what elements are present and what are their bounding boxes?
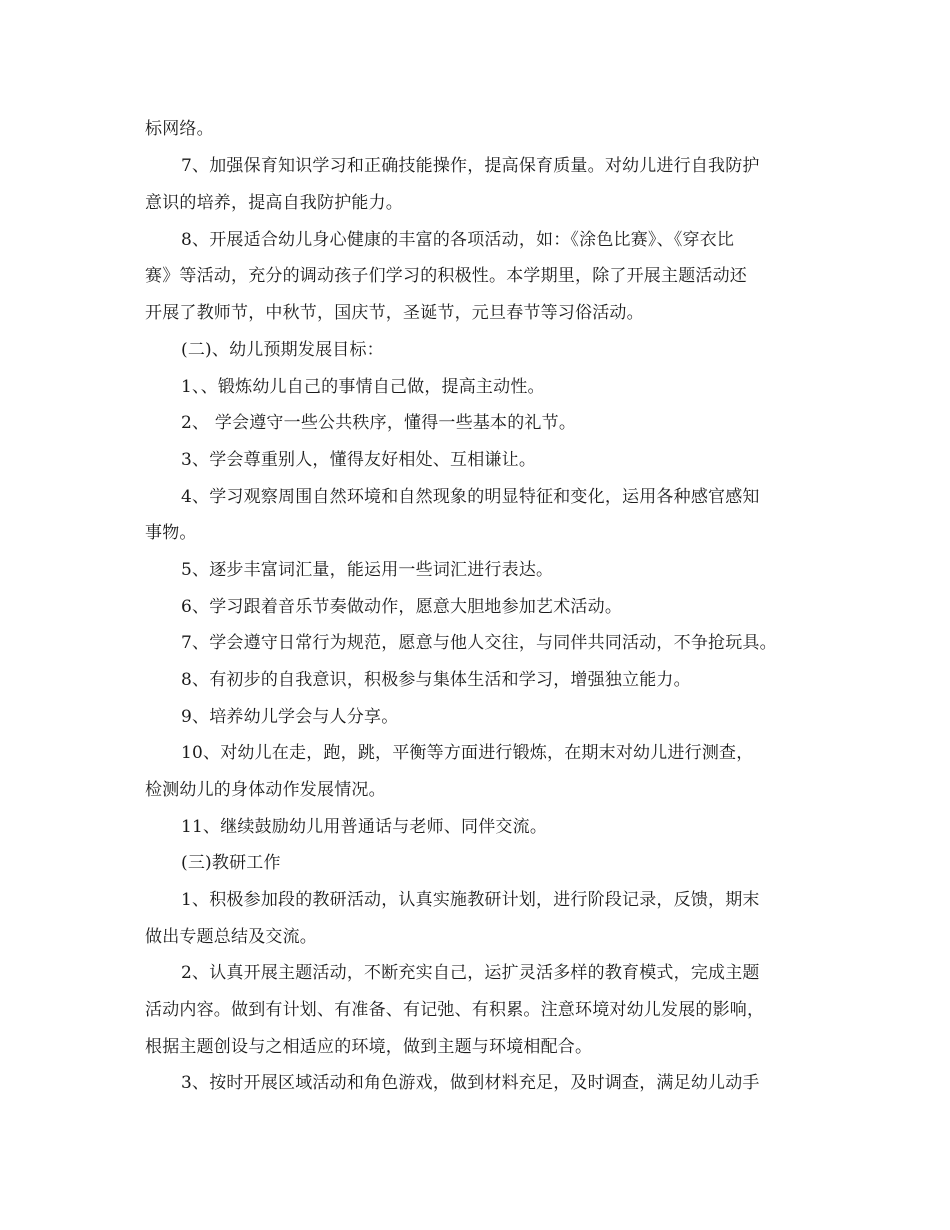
text-line-9: 2、 学会遵守一些公共秩序，懂得一些基本的礼节。 <box>181 413 577 433</box>
text-line-14: 6、学习跟着音乐节奏做动作，愿意大胆地参加艺术活动。 <box>181 597 623 617</box>
text-line-6: 开展了教师节，中秋节，国庆节，圣诞节，元旦春节等习俗活动。 <box>145 303 644 323</box>
text-line-24: 2、认真开展主题活动，不断充实自己，运扩灵活多样的教育模式，完成主题 <box>181 963 760 983</box>
text-line-16: 8、有初步的自我意识，积极参与集体生活和学习，增强独立能力。 <box>181 670 691 690</box>
text-line-13: 5、逐步丰富词汇量，能运用一些词汇进行表达。 <box>181 560 554 580</box>
section-heading-3: (三)教研工作 <box>181 853 281 873</box>
text-line-27: 3、按时开展区域活动和角色游戏，做到材料充足，及时调查，满足幼儿动手 <box>181 1073 760 1093</box>
text-line-18: 10、对幼儿在走，跑，跳，平衡等方面进行锻炼，在期末对幼儿进行测查， <box>181 743 754 763</box>
text-line-15: 7、学会遵守日常行为规范，愿意与他人交往，与同伴共同活动，不争抢玩具。 <box>181 633 777 653</box>
text-line-10: 3、学会尊重别人，懂得友好相处、互相谦让。 <box>181 450 537 470</box>
text-line-2: 7、加强保育知识学习和正确技能操作，提高保育质量。对幼儿进行自我防护 <box>181 156 760 176</box>
text-line-20: 11、继续鼓励幼儿用普通话与老师、同伴交流。 <box>181 817 548 837</box>
text-line-3: 意识的培养，提高自我防护能力。 <box>145 193 403 213</box>
text-line-25: 活动内容。做到有计划、有准备、有记弛、有积累。注意环境对幼儿发展的影响， <box>145 1000 765 1020</box>
text-line-8: 1、、锻炼幼儿自己的事情自己做，提高主动性。 <box>181 377 545 397</box>
text-line-19: 检测幼儿的身体动作发展情况。 <box>145 780 386 800</box>
text-line-1: 标网络。 <box>145 119 214 139</box>
text-line-26: 根据主题创设与之相适应的环境，做到主题与环境相配合。 <box>145 1037 593 1057</box>
text-line-17: 9、培养幼儿学会与人分享。 <box>181 707 399 727</box>
text-line-4: 8、开展适合幼儿身心健康的丰富的各项活动，如：《涂色比赛》、《穿衣比 <box>181 230 735 250</box>
text-line-5: 赛》等活动，充分的调动孩子们学习的积极性。本学期里，除了开展主题活动还 <box>145 266 747 286</box>
text-line-22: 1、积极参加段的教研活动，认真实施教研计划，进行阶段记录，反馈，期末 <box>181 890 760 910</box>
text-line-12: 事物。 <box>145 523 197 543</box>
text-line-11: 4、学习观察周围自然环境和自然现象的明显特征和变化，运用各种感官感知 <box>181 487 760 507</box>
text-line-23: 做出专题总结及交流。 <box>145 927 317 947</box>
section-heading-2: (二)、幼儿预期发展目标： <box>181 340 384 360</box>
